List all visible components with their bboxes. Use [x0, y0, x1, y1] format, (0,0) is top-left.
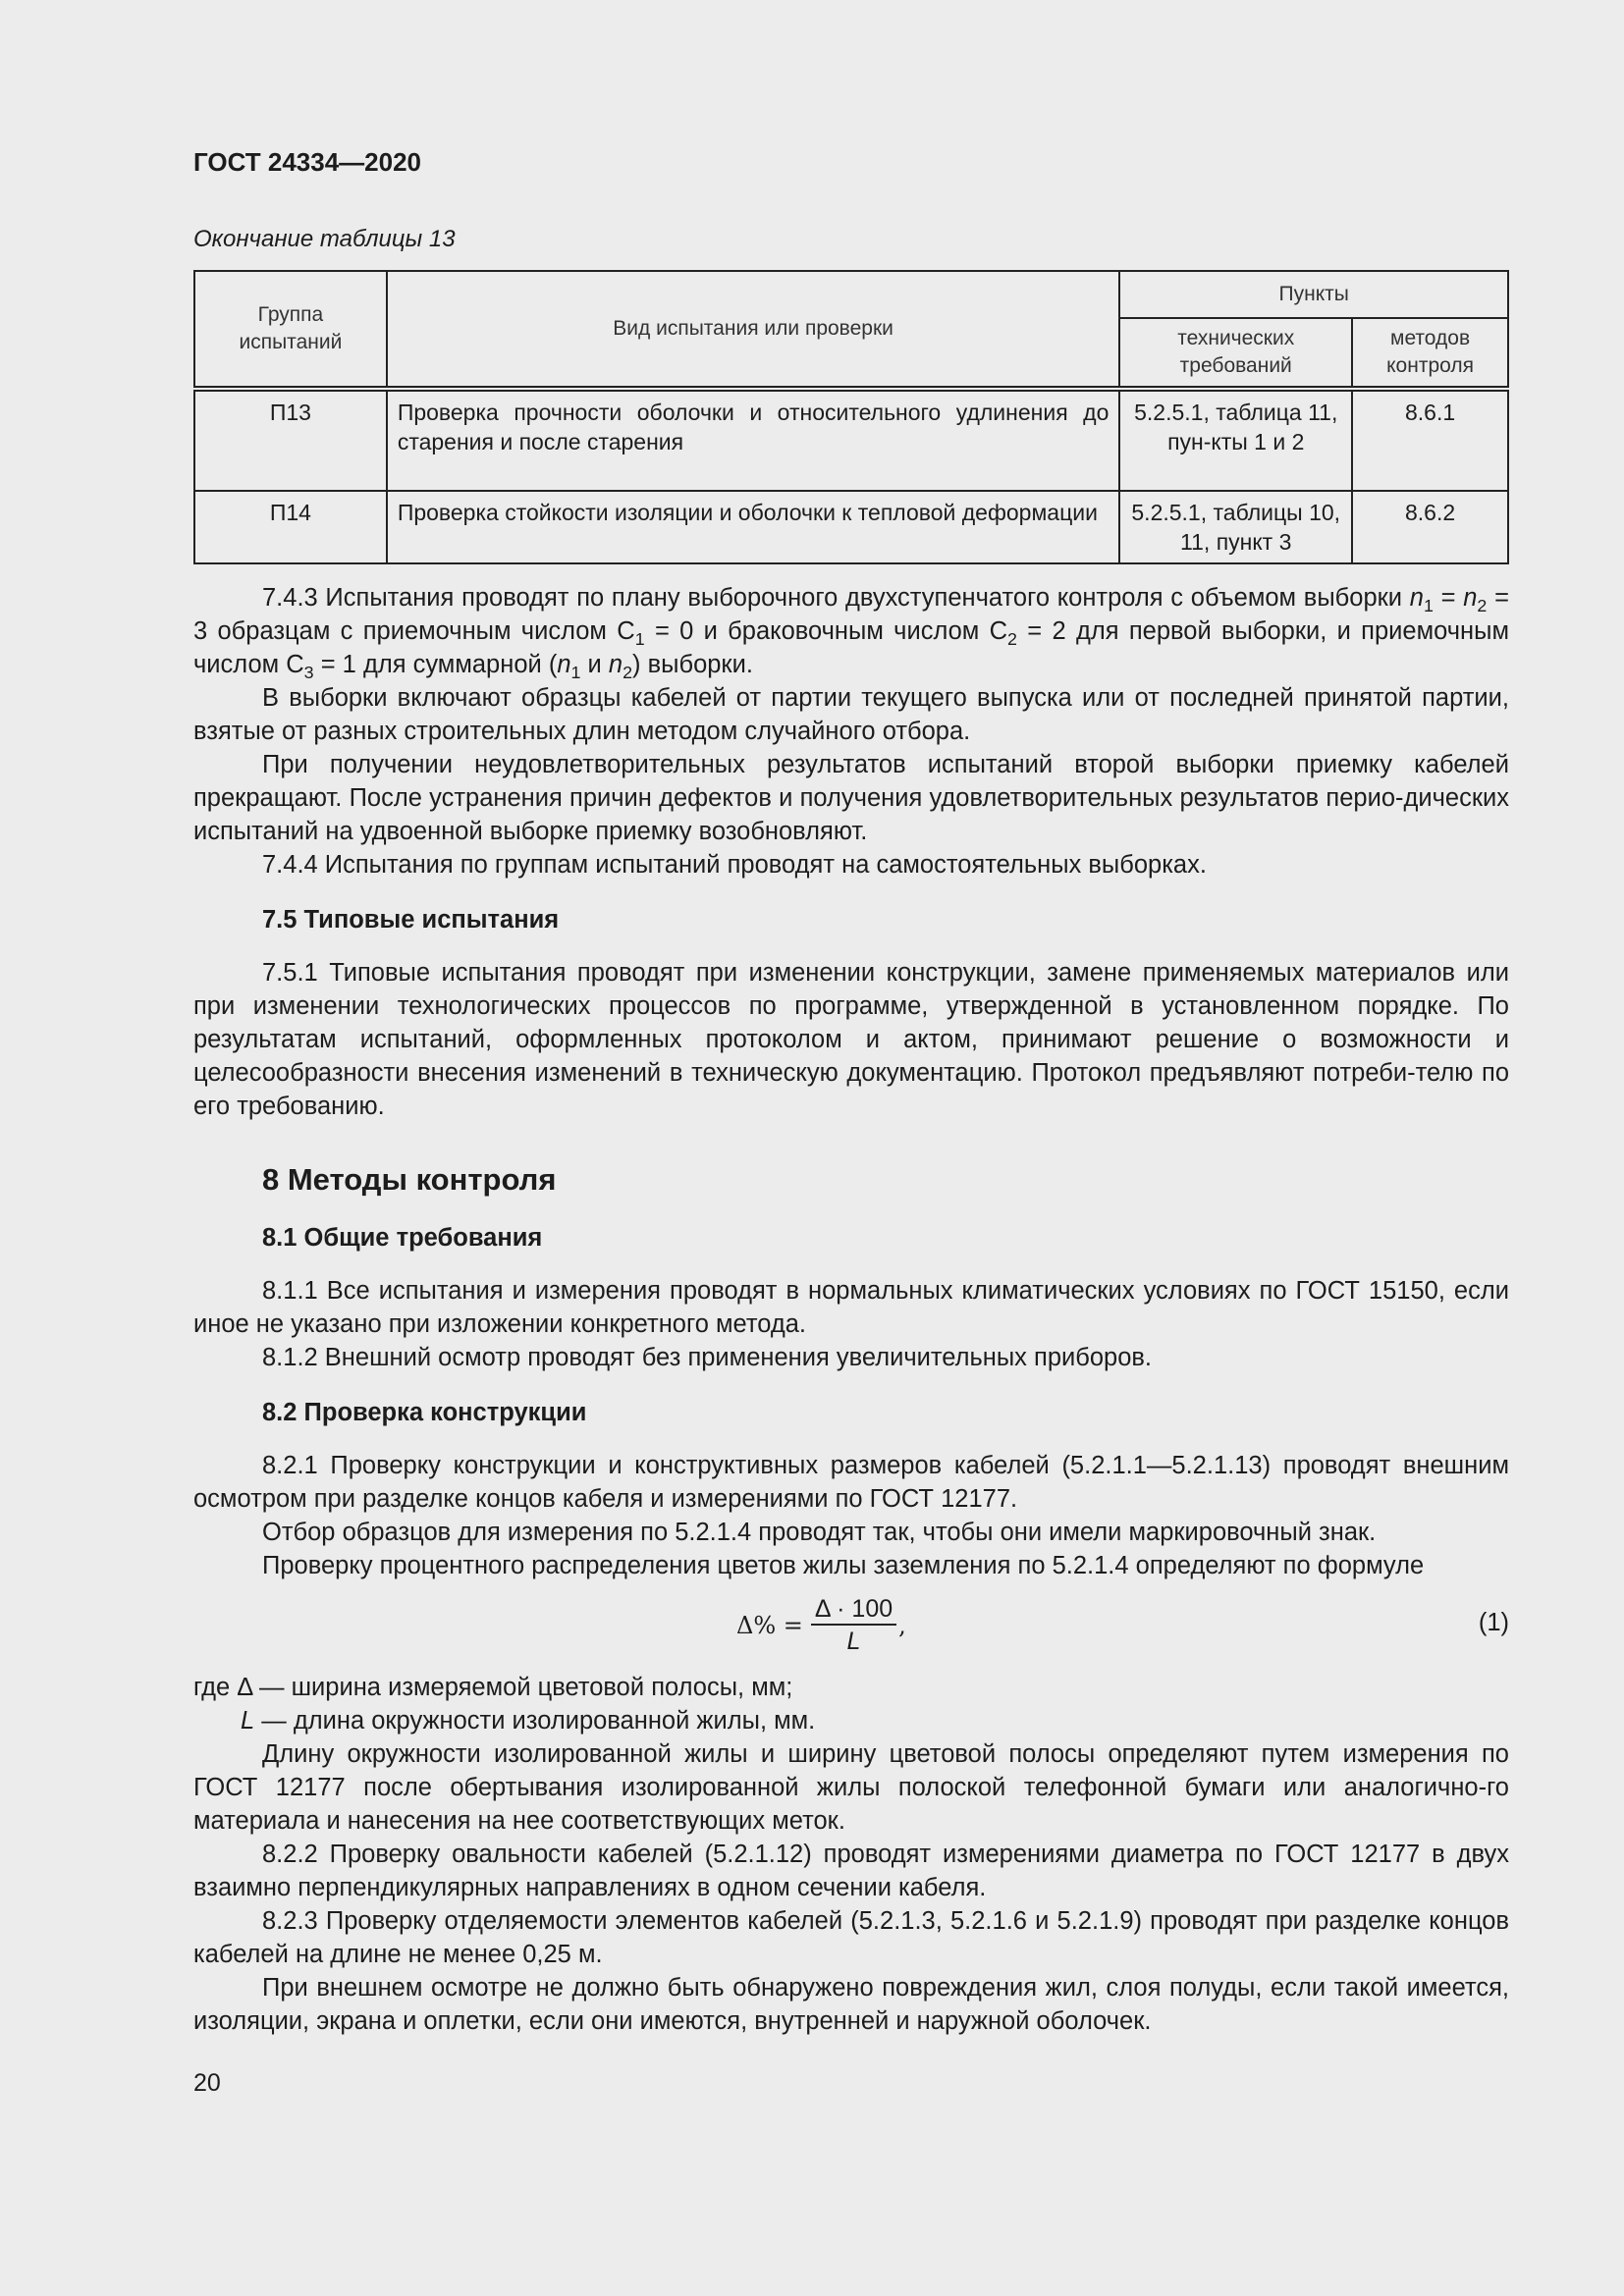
- paragraph-8-1-2: 8.1.2 Внешний осмотр проводят без применения увеличительных приборов.: [262, 1344, 1153, 1371]
- paragraph: Отбор образцов для измерения по 5.2.1.4 проводят так, чтобы они имели маркировочный знак.: [262, 1519, 1377, 1546]
- cell-group: П14: [194, 491, 387, 563]
- header-test: Вид испытания или проверки: [387, 271, 1120, 389]
- paragraph-7-5-1: 7.5.1 Типовые испытания проводят при изменении конструкции, замене применяемых материалов или при изменении технологических процессов по программе, утвержденной в установленном порядке. По результатам испытаний, оформленных протоколом и актом, принимают решение о возможности и целесообразности внесения изменений в техническую документацию. Протокол предъявляют потреби-телю по его требованию.: [193, 959, 1509, 1120]
- paragraph-8-2-3: 8.2.3 Проверку отделяемости элементов кабелей (5.2.1.3, 5.2.1.6 и 5.2.1.9) проводят при разделке концов кабелей на длине не менее 0,25 м.: [193, 1907, 1509, 1968]
- formula-1: [193, 1586, 1509, 1671]
- cell-group: П13: [194, 389, 387, 491]
- cell-test: Проверка стойкости изоляции и оболочки к тепловой деформации: [387, 491, 1120, 563]
- formula-denominator: L: [846, 1628, 861, 1655]
- header-methods: методов контроля: [1352, 318, 1508, 389]
- formula-expression: [736, 1594, 906, 1657]
- paragraph-8-1-1: 8.1.1 Все испытания и измерения проводят в нормальных климатических условиях по ГОСТ 15150, если иное не указано при изложении конкретного метода.: [193, 1277, 1509, 1338]
- paragraph: Длину окружности изолированной жилы и ширину цветовой полосы определяют путем измерения по ГОСТ 12177 после обертывания изолированной жилы полоской телефонной бумаги или аналогично-го материала и нанесения на нее соответствующих меток.: [193, 1740, 1509, 1835]
- header-group: Группа испытаний: [194, 271, 387, 389]
- formula-number: (1): [1478, 1609, 1509, 1636]
- cell-tech: 5.2.5.1, таблица 11, пун-кты 1 и 2: [1119, 389, 1352, 491]
- page-number: 20: [193, 2069, 221, 2097]
- heading-8: 8 Методы контроля: [262, 1162, 557, 1197]
- heading-8-2: 8.2 Проверка конструкции: [262, 1399, 587, 1426]
- paragraph: При получении неудовлетворительных результатов испытаний второй выборки приемку кабелей прекращают. После устранения причин дефектов и получения удовлетворительных результатов перио-дических испытаний на удвоенной выборке приемку возобновляют.: [193, 751, 1509, 845]
- header-tech: технических требований: [1119, 318, 1352, 389]
- body-text: [193, 581, 1509, 2038]
- paragraph: При внешнем осмотре не должно быть обнаружено повреждения жил, слоя полуды, если такой имеется, изоляции, экрана и оплетки, если они имеются, внутренней и наружной оболочек.: [193, 1974, 1509, 2035]
- formula-numerator: Δ · 100: [811, 1594, 896, 1626]
- formula-lhs: Δ% =: [736, 1612, 803, 1639]
- header-points: Пункты: [1119, 271, 1508, 318]
- paragraph-7-4-4: 7.4.4 Испытания по группам испытаний проводят на самостоятельных выборках.: [262, 851, 1207, 879]
- formula-tail: ,: [898, 1612, 906, 1639]
- paragraph-8-2-2: 8.2.2 Проверку овальности кабелей (5.2.1.12) проводят измерениями диаметра по ГОСТ 12177 в двух взаимно перпендикулярных направлениях в одном сечении кабеля.: [193, 1841, 1509, 1901]
- table-row: [194, 389, 1508, 491]
- table-13: [193, 270, 1509, 564]
- heading-7-5: 7.5 Типовые испытания: [262, 906, 560, 934]
- cell-test: Проверка прочности оболочки и относительного удлинения до старения и после старения: [387, 389, 1120, 491]
- formula-fraction: [811, 1594, 896, 1657]
- table-row: [194, 491, 1508, 563]
- paragraph: Проверку процентного распределения цветов жилы заземления по 5.2.1.4 определяют по формуле: [262, 1552, 1425, 1579]
- paragraph-7-4-3: 7.4.3 Испытания проводят по плану выборочного двухступенчатого контроля с объемом выборки $n_1 = n_2 = 3$ образцам с приемочным числом $С_1 = 0$ и браковочным числом $С_2 = 2$ для первой выборки, и приемочным числом $С_3 = 1$ для суммарной ($n_1$ и $n_2$) выборки.: [193, 584, 1509, 683]
- cell-tech: 5.2.5.1, таблицы 10, 11, пункт 3: [1119, 491, 1352, 563]
- table-caption: Окончание таблицы 13: [193, 226, 456, 252]
- formula-where-2: L — длина окружности изолированной жилы, мм.: [241, 1707, 816, 1735]
- cell-methods: 8.6.1: [1352, 389, 1508, 491]
- paragraph-8-2-1: 8.2.1 Проверку конструкции и конструктивных размеров кабелей (5.2.1.1—5.2.1.13) проводят внешним осмотром при разделке концов кабеля и измерениями по ГОСТ 12177.: [193, 1452, 1509, 1513]
- cell-methods: 8.6.2: [1352, 491, 1508, 563]
- heading-8-1: 8.1 Общие требования: [262, 1224, 543, 1252]
- document-code: ГОСТ 24334—2020: [193, 147, 421, 177]
- paragraph: В выборки включают образцы кабелей от партии текущего выпуска или от последней принятой партии, взятые от разных строительных длин методом случайного отбора.: [193, 684, 1509, 745]
- formula-where-1: где Δ — ширина измеряемой цветовой полосы, мм;: [193, 1674, 793, 1701]
